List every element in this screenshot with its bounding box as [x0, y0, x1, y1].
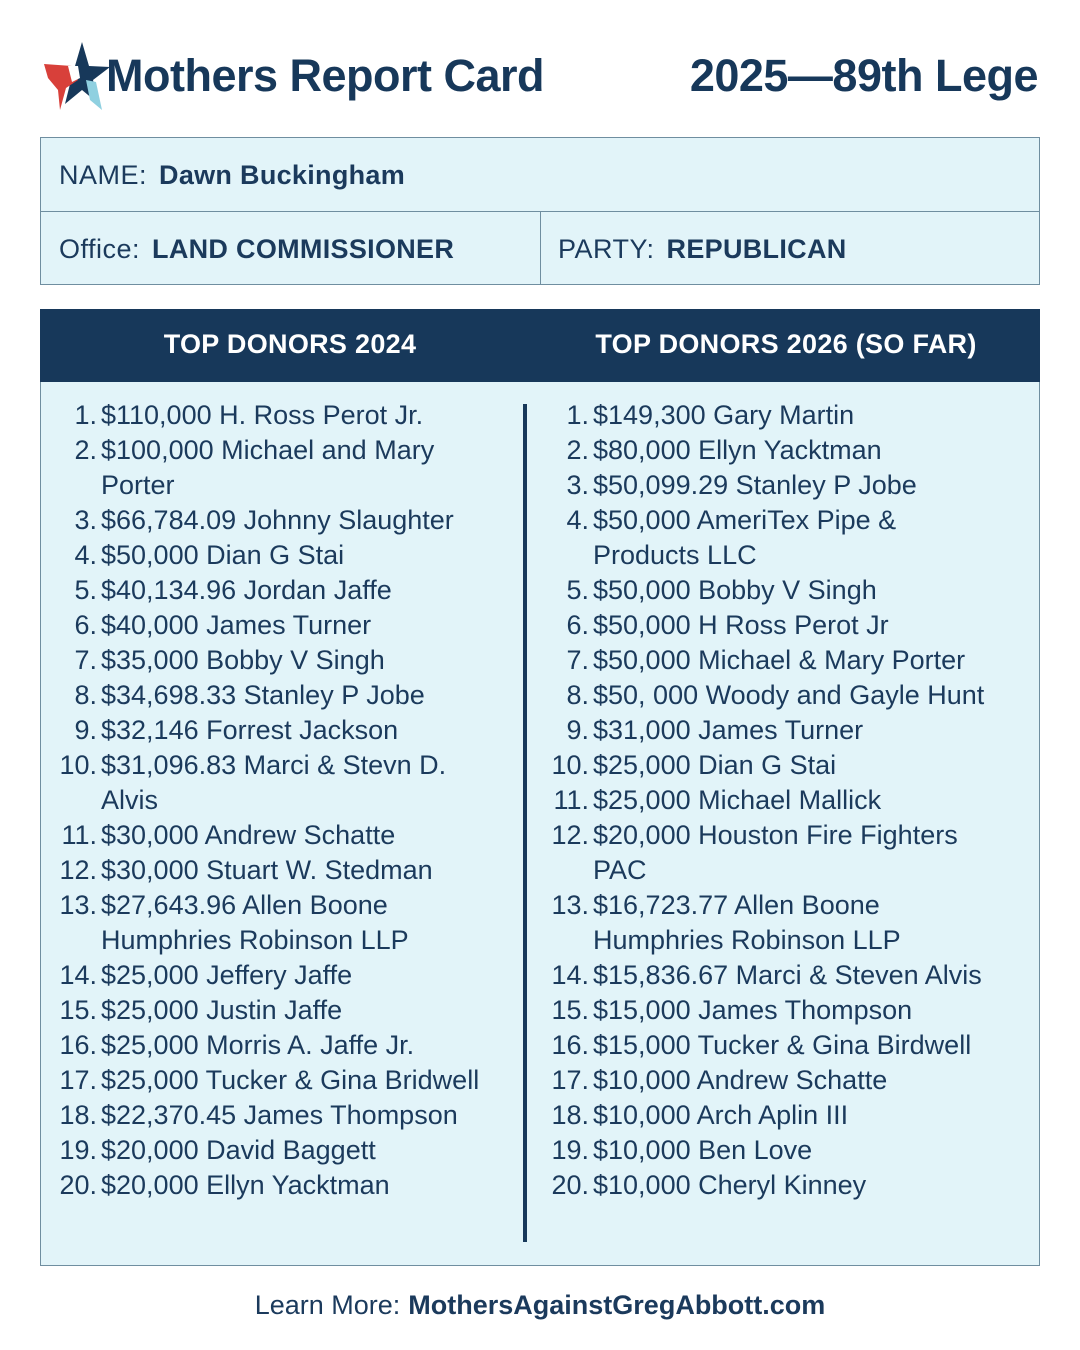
donor-rank: 11. — [553, 785, 589, 815]
donor-text: $149,300 Gary Martin — [593, 400, 855, 430]
donor-item — [41, 1133, 521, 1168]
donor-text: $25,000 Morris A. Jaffe Jr. — [101, 1030, 415, 1060]
donor-text: $25,000 Dian G Stai — [593, 750, 837, 780]
donor-text: $30,000 Andrew Schatte — [101, 820, 396, 850]
donor-item — [41, 398, 521, 433]
office-label: Office: — [59, 234, 141, 264]
session-title: 2025—89th Lege — [689, 50, 1038, 101]
donor-text: $20,000 Ellyn Yacktman — [101, 1170, 390, 1200]
donor-rank: 19. — [59, 1135, 97, 1165]
donor-item — [41, 888, 521, 958]
donor-text: $25,000 Michael Mallick — [593, 785, 882, 815]
name-row — [41, 138, 1039, 212]
donor-rank: 20. — [59, 1170, 97, 1200]
donor-item — [533, 818, 1033, 888]
donor-text: $50,000 H Ross Perot Jr — [593, 610, 889, 640]
donor-rank: 16. — [59, 1030, 97, 1060]
donor-text: $25,000 Justin Jaffe — [101, 995, 343, 1025]
donor-rank: 4. — [74, 540, 97, 570]
donor-item — [41, 573, 521, 608]
donor-rank: 9. — [74, 715, 97, 745]
donor-item — [41, 818, 521, 853]
donor-text: $80,000 Ellyn Yacktman — [593, 435, 882, 465]
donor-text: Porter — [101, 470, 175, 500]
donor-text: $50,099.29 Stanley P Jobe — [593, 470, 917, 500]
donor-text: $50,000 Michael & Mary Porter — [593, 645, 966, 675]
donor-text: $10,000 Andrew Schatte — [593, 1065, 888, 1095]
donor-rank: 18. — [59, 1100, 97, 1130]
donor-rank: 10. — [59, 750, 97, 780]
donor-item — [533, 783, 1033, 818]
donor-item — [533, 468, 1033, 503]
donor-rank: 19. — [551, 1135, 589, 1165]
donor-item — [533, 433, 1033, 468]
donor-item — [533, 993, 1033, 1028]
donor-text: $10,000 Cheryl Kinney — [593, 1170, 867, 1200]
donor-text: $32,146 Forrest Jackson — [101, 715, 399, 745]
donor-rank: 6. — [74, 610, 97, 640]
donor-rank: 15. — [59, 995, 97, 1025]
donor-rank: 15. — [551, 995, 589, 1025]
donor-item — [533, 608, 1033, 643]
donor-item — [533, 713, 1033, 748]
donor-text: $25,000 Tucker & Gina Bridwell — [101, 1065, 480, 1095]
donor-rank: 5. — [74, 575, 97, 605]
name-field — [59, 160, 405, 191]
donor-text: $20,000 Houston Fire Fighters — [593, 820, 958, 850]
donor-text: $35,000 Bobby V Singh — [101, 645, 385, 675]
donor-item — [533, 958, 1033, 993]
texas-star-logo-icon — [42, 36, 110, 112]
donor-text: Humphries Robinson LLP — [101, 925, 409, 955]
donor-item — [533, 1063, 1033, 1098]
donor-text: $27,643.96 Allen Boone — [101, 890, 388, 920]
donor-rank: 5. — [566, 575, 589, 605]
donor-item — [41, 993, 521, 1028]
donor-rank: 17. — [59, 1065, 97, 1095]
donor-item — [533, 678, 1033, 713]
donor-text: $15,000 Tucker & Gina Birdwell — [593, 1030, 972, 1060]
name-value: Dawn Buckingham — [159, 160, 406, 190]
donor-item — [41, 643, 521, 678]
donor-text: $50,000 Bobby V Singh — [593, 575, 877, 605]
donor-rank: 13. — [551, 890, 589, 920]
donor-text: Alvis — [101, 785, 159, 815]
donor-rank: 9. — [566, 715, 589, 745]
donor-text: $10,000 Arch Aplin III — [593, 1100, 849, 1130]
website-link[interactable]: MothersAgainstGregAbbott.com — [408, 1290, 826, 1320]
donor-text: $31,000 James Turner — [593, 715, 864, 745]
donor-item — [533, 503, 1033, 573]
donor-item — [533, 1168, 1033, 1203]
donor-item — [533, 398, 1033, 433]
donor-item — [41, 503, 521, 538]
brand-title: Mothers Report Card — [106, 50, 545, 101]
donor-text: Products LLC — [593, 540, 757, 570]
donor-rank: 6. — [566, 610, 589, 640]
donor-item — [533, 748, 1033, 783]
candidate-info-box — [40, 137, 1040, 285]
donor-text: $66,784.09 Johnny Slaughter — [101, 505, 454, 535]
donor-text: $22,370.45 James Thompson — [101, 1100, 458, 1130]
donor-item — [41, 538, 521, 573]
donor-rank: 12. — [551, 820, 589, 850]
donor-text: $25,000 Jeffery Jaffe — [101, 960, 353, 990]
donor-rank: 13. — [59, 890, 97, 920]
donor-item — [41, 1063, 521, 1098]
donor-item — [533, 1028, 1033, 1063]
donor-rank: 8. — [74, 680, 97, 710]
office-party-row — [41, 212, 1039, 284]
office-value: LAND COMMISSIONER — [152, 234, 455, 264]
donor-text: $40,134.96 Jordan Jaffe — [101, 575, 392, 605]
donor-rank: 10. — [551, 750, 589, 780]
party-value: REPUBLICAN — [666, 234, 847, 264]
donor-item — [41, 608, 521, 643]
donor-item — [533, 573, 1033, 608]
donor-rank: 17. — [551, 1065, 589, 1095]
donors-2024-title: TOP DONORS 2024 — [163, 329, 417, 359]
donor-rank: 18. — [551, 1100, 589, 1130]
donor-item — [41, 1028, 521, 1063]
donor-text: $15,000 James Thompson — [593, 995, 913, 1025]
footer — [0, 1290, 1080, 1321]
donors-table — [40, 309, 1040, 1266]
donor-text: $110,000 H. Ross Perot Jr. — [101, 400, 424, 430]
donor-rank: 16. — [551, 1030, 589, 1060]
party-label: PARTY: — [558, 234, 655, 264]
donor-rank: 2. — [74, 435, 97, 465]
donor-item — [41, 748, 521, 818]
donor-text: $10,000 Ben Love — [593, 1135, 813, 1165]
donor-text: Humphries Robinson LLP — [593, 925, 901, 955]
donor-rank: 11. — [61, 820, 97, 850]
donor-rank: 4. — [566, 505, 589, 535]
donor-text: $20,000 David Baggett — [101, 1135, 376, 1165]
donor-rank: 1. — [566, 400, 589, 430]
donor-text: $100,000 Michael and Mary — [101, 435, 435, 465]
donors-header — [40, 309, 1040, 382]
donor-item — [41, 433, 521, 503]
donor-rank: 8. — [566, 680, 589, 710]
party-field — [558, 234, 847, 265]
cell-divider — [540, 212, 541, 284]
donor-item — [41, 958, 521, 993]
donor-text: $50,000 AmeriTex Pipe & — [593, 505, 897, 535]
donors-2026-title: TOP DONORS 2026 (SO FAR) — [595, 329, 977, 359]
donor-rank: 3. — [74, 505, 97, 535]
donor-rank: 3. — [566, 470, 589, 500]
learn-more-label: Learn More: — [254, 1290, 401, 1320]
donor-text: $50,000 Dian G Stai — [101, 540, 345, 570]
donor-item — [41, 678, 521, 713]
donor-text: $30,000 Stuart W. Stedman — [101, 855, 433, 885]
donor-rank: 2. — [566, 435, 589, 465]
name-label: NAME: — [59, 160, 148, 190]
donors-2024-list — [41, 398, 521, 1203]
donor-text: $31,096.83 Marci & Stevn D. — [101, 750, 447, 780]
donor-item — [533, 1133, 1033, 1168]
donor-rank: 1. — [74, 400, 97, 430]
donor-rank: 14. — [59, 960, 97, 990]
donor-item — [41, 1098, 521, 1133]
donor-rank: 20. — [551, 1170, 589, 1200]
donor-text: $16,723.77 Allen Boone — [593, 890, 880, 920]
donor-text: PAC — [593, 855, 647, 885]
donors-2026-list — [533, 398, 1033, 1203]
donor-rank: 14. — [551, 960, 589, 990]
donor-item — [41, 853, 521, 888]
donor-text: $34,698.33 Stanley P Jobe — [101, 680, 425, 710]
donor-rank: 7. — [566, 645, 589, 675]
donor-rank: 7. — [74, 645, 97, 675]
donor-item — [533, 888, 1033, 958]
office-field — [59, 234, 454, 265]
column-divider — [523, 404, 527, 1242]
donor-text: $15,836.67 Marci & Steven Alvis — [593, 960, 982, 990]
donor-text: $50, 000 Woody and Gayle Hunt — [593, 680, 985, 710]
donor-text: $40,000 James Turner — [101, 610, 372, 640]
donor-item — [533, 643, 1033, 678]
header — [40, 30, 1040, 130]
donor-item — [533, 1098, 1033, 1133]
donor-rank: 12. — [59, 855, 97, 885]
donor-item — [41, 1168, 521, 1203]
donor-item — [41, 713, 521, 748]
